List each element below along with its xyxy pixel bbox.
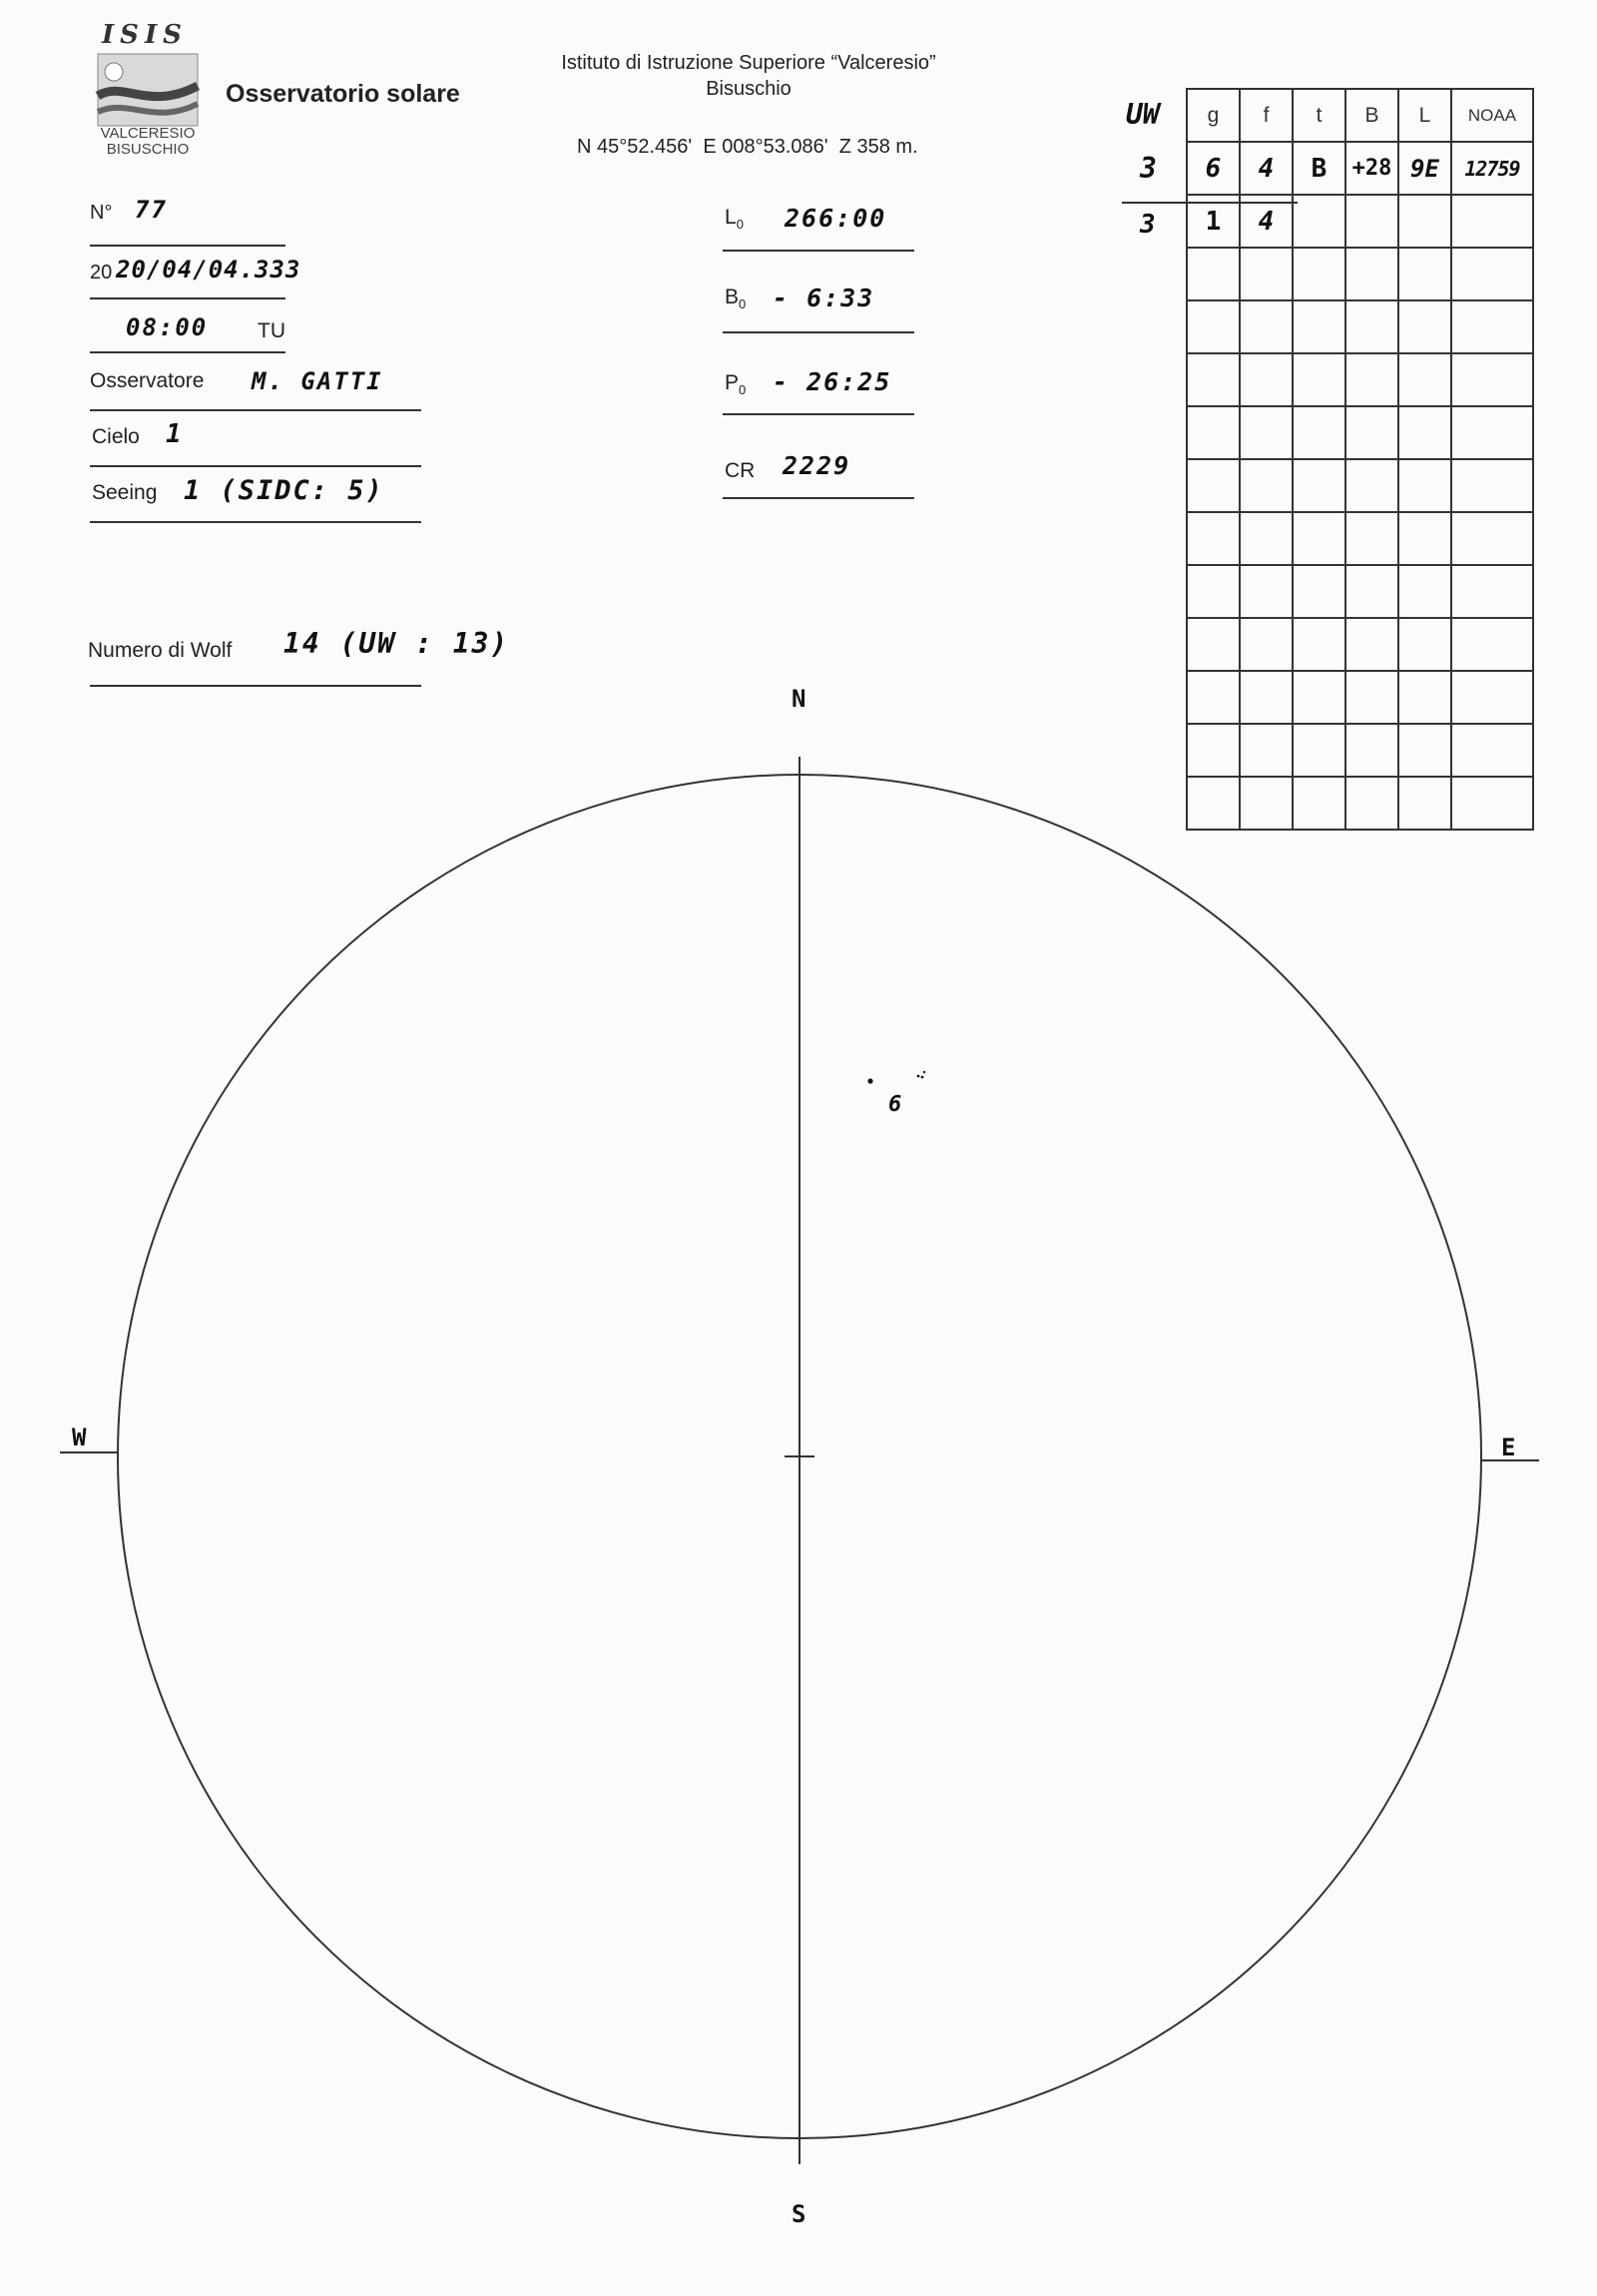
cell-empty (1398, 300, 1451, 353)
observer-value: M. GATTI (252, 367, 383, 395)
cell-empty (1187, 248, 1240, 300)
cell-empty (1240, 406, 1293, 459)
l0-subscript: 0 (736, 217, 744, 233)
wolf-value: 14 (UW : 13) (283, 627, 510, 660)
table-row (1187, 565, 1533, 618)
row2-uw: 3 (1140, 210, 1156, 240)
table-row (1187, 459, 1533, 512)
time-unit: TU (258, 319, 285, 342)
cell-empty (1398, 459, 1451, 512)
date-prefix: 20 (90, 262, 113, 284)
institute-name: Istituto di Istruzione Superiore “Valceresio” (561, 52, 936, 74)
cell-empty (1187, 565, 1240, 618)
cell-empty (1451, 565, 1533, 618)
col-f-header: f (1240, 89, 1293, 142)
cell-empty (1187, 353, 1240, 406)
cell-empty (1345, 195, 1398, 248)
observatory-coordinates: N 45°52.456' E 008°53.086' Z 358 m. (577, 136, 918, 158)
cell-f: 4 (1240, 142, 1293, 195)
cr-label: CR (725, 459, 756, 482)
cell-empty (1345, 512, 1398, 565)
b0-value: - 6:33 (773, 284, 875, 312)
cell-t: B (1293, 142, 1345, 195)
sky-label: Cielo (92, 425, 140, 448)
cell-empty (1293, 565, 1345, 618)
l0-letter: L (725, 206, 737, 229)
cell-empty (1451, 195, 1533, 248)
cell-empty (1293, 406, 1345, 459)
cell-g: 6 (1187, 142, 1240, 195)
cell-b: +28 (1345, 142, 1398, 195)
col-noaa-header: NOAA (1451, 89, 1533, 142)
cell-f: 4 (1240, 195, 1293, 248)
cell-empty (1398, 406, 1451, 459)
l0-value: 266:00 (785, 204, 887, 233)
group-label: 6 (888, 1092, 904, 1117)
logo-sub1: VALCERESIO (100, 125, 196, 142)
cell-empty (1398, 353, 1451, 406)
cell-empty (1451, 406, 1533, 459)
cell-empty (1451, 300, 1533, 353)
logo-text: ISIS (102, 20, 188, 50)
table-row (1187, 353, 1533, 406)
seeing-value: 1 (SIDC: 5) (184, 475, 384, 506)
table-row (1187, 512, 1533, 565)
sunspot (921, 1076, 924, 1079)
b0-letter: B (725, 286, 740, 308)
cell-empty (1398, 565, 1451, 618)
school-logo (92, 20, 204, 158)
cell-empty (1240, 565, 1293, 618)
col-g-header: g (1187, 89, 1240, 142)
cell-empty (1345, 300, 1398, 353)
cell-empty (1293, 300, 1345, 353)
number-label: N° (90, 202, 113, 224)
date-value: 20/04/04.333 (116, 256, 301, 284)
west-label: W (72, 1424, 87, 1451)
north-label: N (792, 685, 806, 713)
cell-empty (1293, 459, 1345, 512)
col-b-header: B (1345, 89, 1398, 142)
cell-noaa: 12759 (1451, 142, 1533, 195)
cell-empty (1451, 248, 1533, 300)
logo-sub2: BISUSCHIO (106, 141, 190, 158)
cell-empty (1451, 512, 1533, 565)
page-title: Osservatorio solare (226, 80, 460, 108)
cell-empty (1240, 353, 1293, 406)
l0-underline (723, 250, 914, 252)
p0-subscript: 0 (739, 382, 747, 398)
cell-empty (1293, 353, 1345, 406)
cell-empty (1398, 195, 1451, 248)
number-value: 77 (135, 196, 168, 224)
table-row (1187, 195, 1533, 248)
sky-value: 1 (166, 419, 184, 449)
sunspot (917, 1075, 920, 1078)
cr-underline (723, 497, 914, 499)
cell-empty (1345, 248, 1398, 300)
sunspot (867, 1078, 872, 1083)
cell-empty (1451, 459, 1533, 512)
col-t-header: t (1293, 89, 1345, 142)
sunspot (923, 1071, 925, 1073)
cell-empty (1293, 512, 1345, 565)
table-row (1187, 142, 1533, 195)
cell-empty (1240, 512, 1293, 565)
cell-empty (1345, 406, 1398, 459)
p0-underline (723, 413, 914, 415)
observer-underline (90, 409, 421, 411)
cell-empty (1240, 300, 1293, 353)
east-label: E (1501, 1434, 1516, 1461)
cell-empty (1398, 512, 1451, 565)
p0-label (725, 371, 746, 397)
cell-empty (1345, 565, 1398, 618)
row1-uw: 3 (1140, 152, 1157, 185)
sky-underline (90, 465, 421, 467)
seeing-label: Seeing (92, 481, 158, 504)
cell-empty (1345, 459, 1398, 512)
l0-label (725, 206, 744, 232)
cell-empty (1398, 248, 1451, 300)
cell-empty (1187, 406, 1240, 459)
seeing-underline (90, 521, 421, 523)
cell-empty (1293, 195, 1345, 248)
b0-underline (723, 331, 914, 333)
cell-empty (1240, 248, 1293, 300)
table-header-row (1187, 89, 1533, 142)
cell-empty (1293, 248, 1345, 300)
table-row (1187, 406, 1533, 459)
time-value: 08:00 (126, 313, 209, 341)
number-underline (90, 245, 285, 247)
cell-empty (1451, 353, 1533, 406)
south-label: S (792, 2200, 806, 2228)
observer-label: Osservatore (90, 369, 205, 392)
table-row (1187, 300, 1533, 353)
b0-label (725, 286, 746, 311)
cr-value: 2229 (783, 451, 851, 480)
table-row (1187, 248, 1533, 300)
institute-town: Bisuschio (706, 78, 792, 100)
cell-g: 1 (1187, 195, 1240, 248)
uw-header: UW (1126, 98, 1160, 131)
cell-empty (1345, 353, 1398, 406)
p0-letter: P (725, 371, 740, 394)
solar-disk-drawing (0, 659, 1597, 2296)
cell-empty (1187, 512, 1240, 565)
b0-subscript: 0 (739, 296, 747, 312)
cell-empty (1187, 300, 1240, 353)
time-underline (90, 351, 285, 353)
date-underline (90, 297, 285, 299)
cell-empty (1187, 459, 1240, 512)
wolf-label: Numero di Wolf (88, 639, 233, 662)
col-l-header: L (1398, 89, 1451, 142)
logo-emblem (94, 50, 202, 130)
p0-value: - 26:25 (773, 367, 892, 396)
cell-l: 9E (1398, 142, 1451, 195)
cell-empty (1240, 459, 1293, 512)
